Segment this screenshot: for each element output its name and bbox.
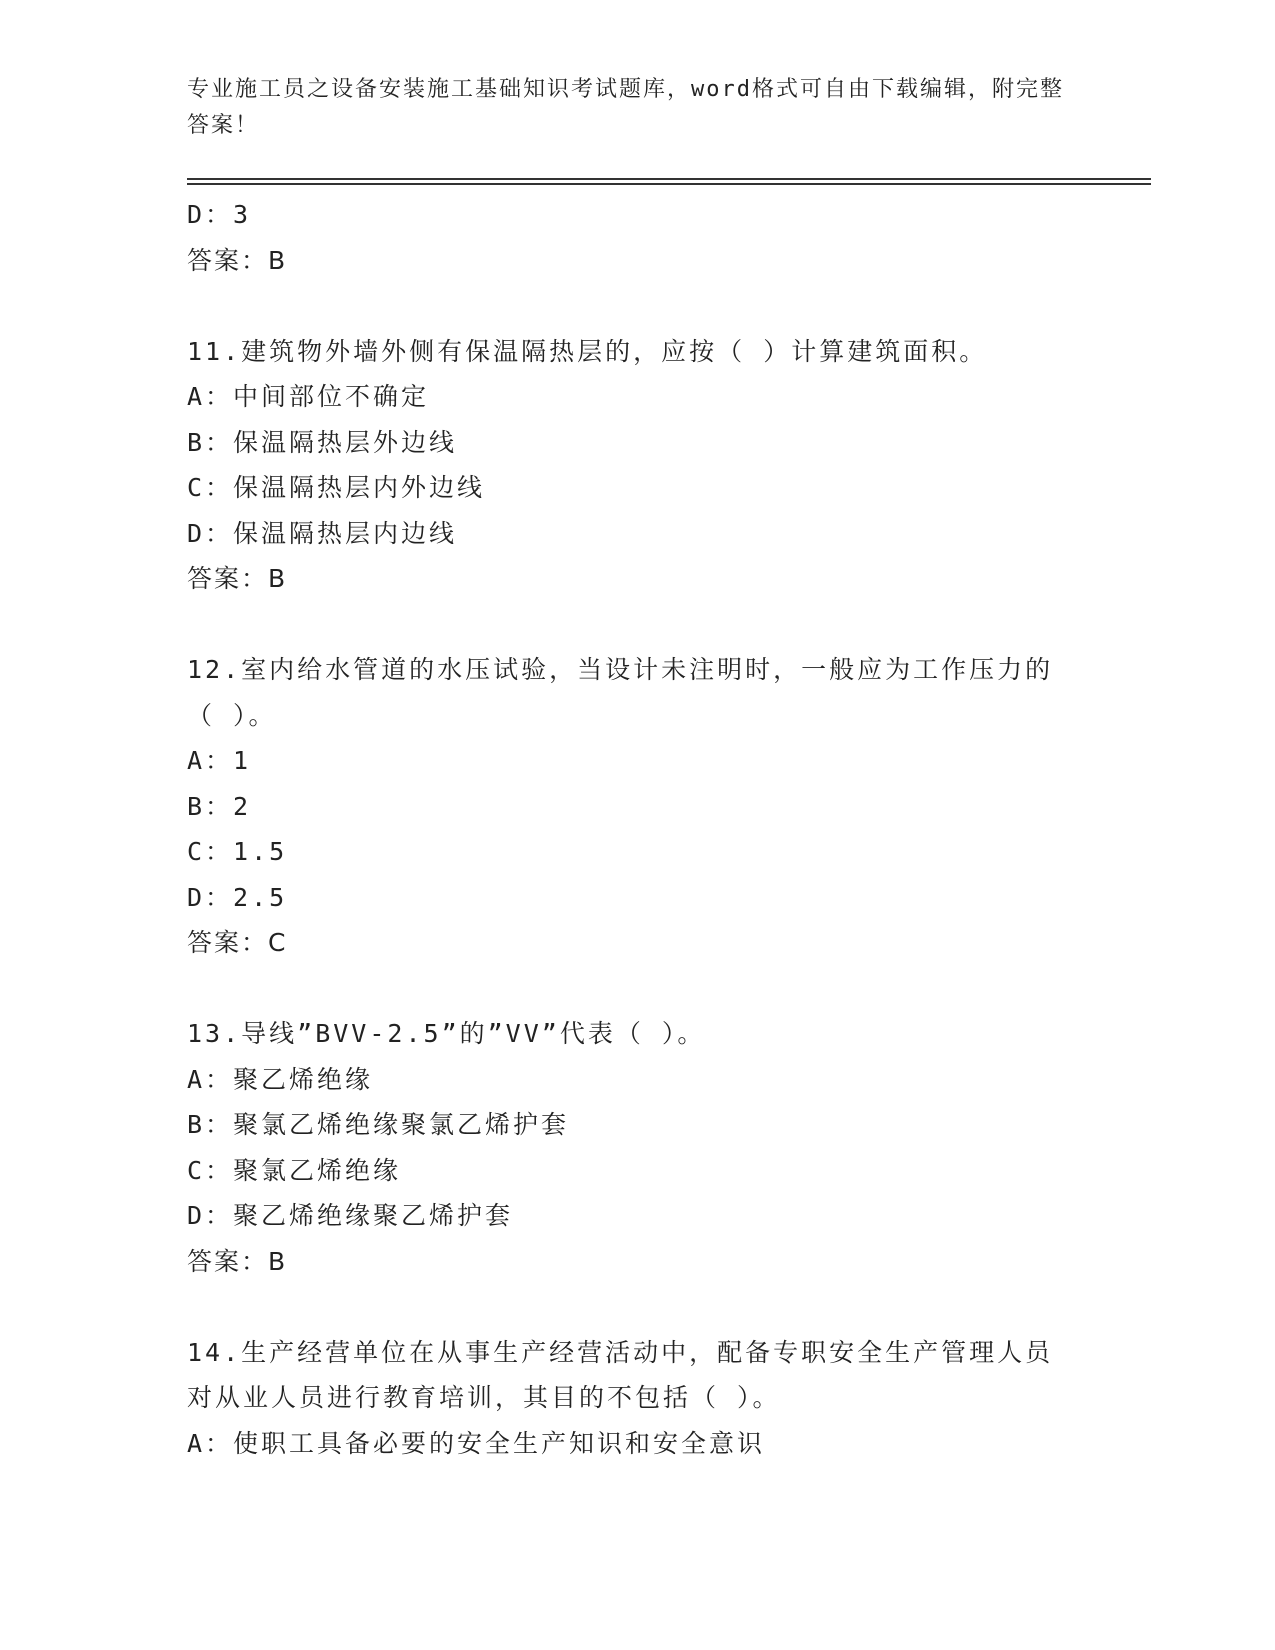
option-c: C：聚氯乙烯绝缘 xyxy=(187,1155,402,1185)
option-a: A：聚乙烯绝缘 xyxy=(187,1064,374,1094)
spacer xyxy=(187,1284,1087,1330)
option-c: C：1.5 xyxy=(187,837,288,866)
question-text: 11.建筑物外墙外侧有保温隔热层的，应按（ ）计算建筑面积。 xyxy=(187,336,988,366)
option-d: D：2.5 xyxy=(187,882,288,912)
header-rule-top xyxy=(187,178,1151,180)
option-a: A：使职工具备必要的安全生产知识和安全意识 xyxy=(187,1428,766,1458)
option-a: A：1 xyxy=(187,746,252,775)
spacer xyxy=(187,966,1087,1012)
header-text: 专业施工员之设备安装施工基础知识考试题库，word格式可自由下载编辑，附完整答案！ xyxy=(187,77,1064,138)
option-b: B：2 xyxy=(187,791,252,821)
answer: 答案：B xyxy=(187,564,288,593)
question-11 xyxy=(187,329,1087,602)
option-d: D：聚乙烯绝缘聚乙烯护套 xyxy=(187,1201,514,1230)
question-text: 12.室内给水管道的水压试验，当设计未注明时，一般应为工作压力的（ ）。 xyxy=(187,655,1054,730)
spacer xyxy=(187,602,1087,648)
question-text: 14.生产经营单位在从事生产经营活动中，配备专职安全生产管理人员对从业人员进行教育培训，其目的不包括（ ）。 xyxy=(187,1337,1054,1412)
answer: 答案：C xyxy=(187,928,288,957)
prev-option-d: D：3 xyxy=(187,200,252,229)
question-12 xyxy=(187,647,1087,966)
page-header xyxy=(187,72,1067,144)
question-list xyxy=(187,192,1087,1466)
option-c: C：保温隔热层内外边线 xyxy=(187,473,486,502)
question-13 xyxy=(187,1011,1087,1284)
question-text: 13.导线”BVV-2.5”的”VV”代表（ ）。 xyxy=(187,1019,706,1048)
question-14 xyxy=(187,1330,1087,1467)
option-d: D：保温隔热层内边线 xyxy=(187,518,458,548)
header-rule-bottom xyxy=(187,183,1151,185)
option-b: B：保温隔热层外边线 xyxy=(187,427,458,457)
option-b: B：聚氯乙烯绝缘聚氯乙烯护套 xyxy=(187,1110,570,1139)
spacer xyxy=(187,283,1087,329)
prev-answer: 答案：B xyxy=(187,245,288,275)
option-a: A：中间部位不确定 xyxy=(187,382,430,411)
answer: 答案：B xyxy=(187,1246,288,1276)
